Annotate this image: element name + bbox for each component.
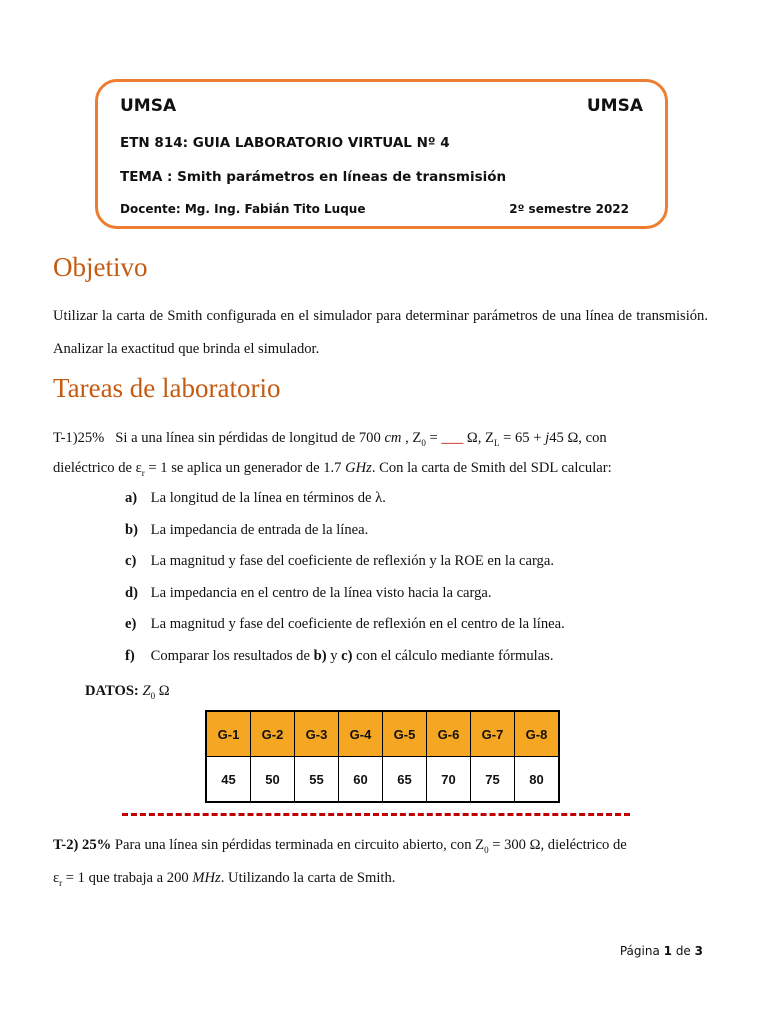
table-cell: 80 [515,757,560,803]
topic-title: TEMA : Smith parámetros en líneas de transmisión [120,169,507,185]
table-cell: 70 [427,757,471,803]
header-left-label: UMSA [120,96,177,116]
list-item: f) Comparar los resultados de b) y c) con el cálculo mediante fórmulas. [125,647,554,664]
page-total: 3 [694,944,703,958]
datos-label-line: DATOS: $Z_0$ Ω [85,683,170,701]
list-item: e) La magnitud y fase del coeficiente de reflexión en el centro de la línea. [125,616,565,632]
objetivo-text: Utilizar la carta de Smith configurada en el simulador para determinar parámetros de una línea de transmisión. Analizar la exactitud que brinda el simulador. [53,308,708,357]
list-item: c) La magnitud y fase del coeficiente de reflexión y la ROE en la carga. [125,553,554,569]
header-box [95,79,668,229]
table-cell: G-2 [251,711,295,757]
list-item: d) La impedancia en el centro de la línea visto hacia la carga. [125,584,492,601]
table-cell: G-8 [515,711,560,757]
table-cell: G-1 [206,711,251,757]
table-cell: 50 [251,757,295,803]
table-cell: 75 [471,757,515,803]
z0-blank: ___ [441,430,464,446]
table-cell: 60 [339,757,383,803]
course-title: ETN 814: GUIA LABORATORIO VIRTUAL Nº 4 [120,135,450,151]
semester-label: 2º semestre 2022 [509,202,629,216]
table-cell: G-4 [339,711,383,757]
table-cell: 55 [295,757,339,803]
table-cell: G-5 [383,711,427,757]
list-item: a) La longitud de la línea en términos de λ. [125,490,386,506]
table-cell: G-3 [295,711,339,757]
table-cell: G-7 [471,711,515,757]
page-footer: Página 1 de 3 [619,944,703,958]
teacher-name: Docente: Mg. Ing. Fabián Tito Luque [120,202,366,216]
t1-label: T-1)25% [53,430,105,446]
table-row [206,757,559,803]
dashed-divider [122,813,630,816]
t1-task-list [125,490,565,679]
table-cell: 65 [383,757,427,803]
list-item: b) La impedancia de entrada de la línea. [125,521,369,538]
t2-line-2: $\varepsilon_r = 1$ que trabaja a 200 MHz. Utilizando la carta de Smith. [53,870,396,888]
page-number: 1 [663,944,672,958]
groups-table [205,710,560,803]
tareas-heading: Tareas de laboratorio [53,373,281,403]
t2-label: T-2) 25% [53,837,112,853]
t1-line-1: T-1)25% Si a una línea sin pérdidas de longitud de 700 cm , $Z_0$ = ___ Ω, $Z_L = 65 + j45$ Ω, con [53,430,607,448]
table-cell: G-6 [427,711,471,757]
objetivo-heading: Objetivo [53,252,148,282]
header-right-label: UMSA [586,96,643,116]
table-header-row [206,711,559,757]
table-cell: 45 [206,757,251,803]
t2-line-1: T-2) 25% Para una línea sin pérdidas terminada en circuito abierto, con $Z_0 = 300$ Ω, dieléctrico de [53,837,627,855]
t1-line-2: dieléctrico de $\varepsilon_r = 1$ se aplica un generador de 1.7 GHz. Con la carta de Smith del SDL calcular: [53,460,612,478]
